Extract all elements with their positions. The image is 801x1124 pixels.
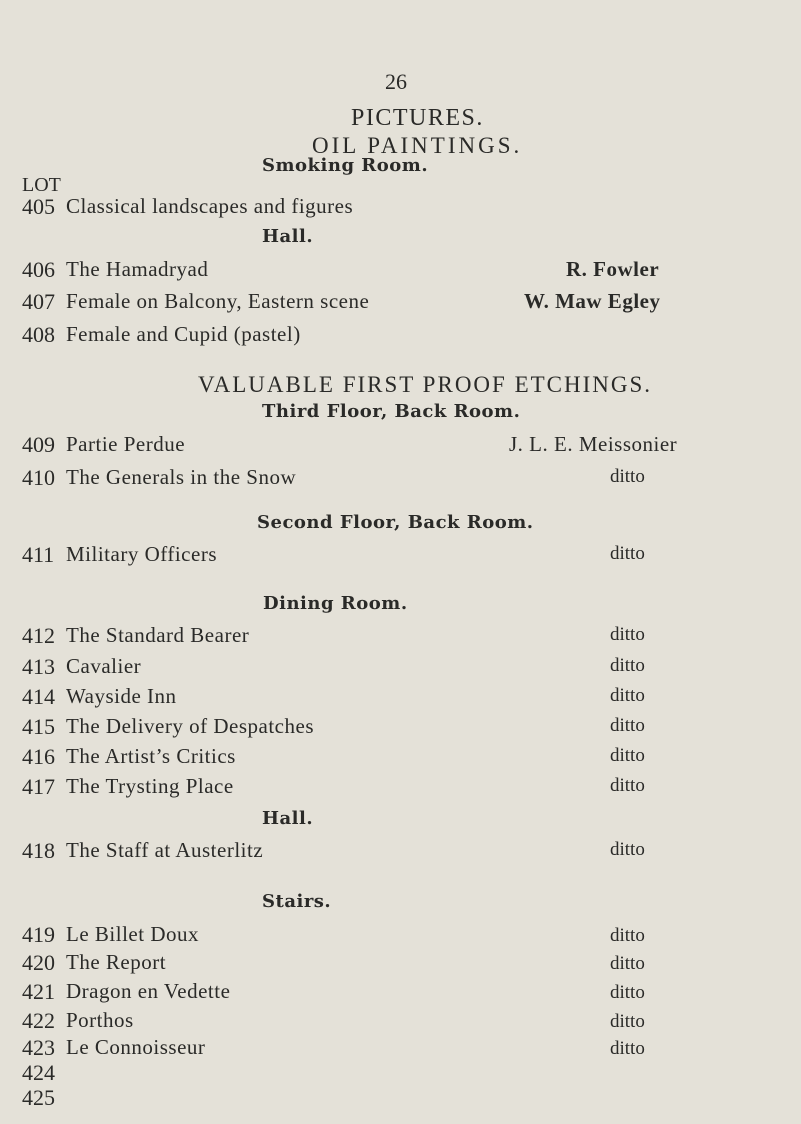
lot-title: The Delivery of Despatches	[66, 714, 314, 738]
lot-artist: ditto	[610, 715, 645, 736]
lot-number: 425	[22, 1085, 55, 1110]
lot-artist: ditto	[610, 1011, 645, 1032]
lot-title: The Hamadryad	[66, 257, 209, 281]
lot-number: 407	[22, 289, 55, 314]
lot-artist: ditto	[610, 624, 645, 645]
section-third-floor: Third Floor, Back Room.	[262, 401, 521, 422]
lot-number: 423	[22, 1035, 55, 1060]
lot-number: 413	[22, 654, 55, 679]
lot-title: The Staff at Austerlitz	[66, 838, 264, 862]
lot-number: 417	[22, 774, 55, 799]
lot-title: The Artist’s Critics	[66, 744, 236, 768]
lot-number: 416	[22, 744, 55, 769]
lot-title: Porthos	[66, 1008, 134, 1032]
lot-number: 415	[22, 714, 55, 739]
lot-number: 421	[22, 979, 55, 1004]
page-subheading: OIL PAINTINGS.	[312, 133, 523, 158]
lot-number: 419	[22, 922, 55, 947]
page-number: 26	[385, 69, 407, 94]
lot-number: 411	[22, 542, 55, 567]
lot-artist: ditto	[610, 685, 645, 706]
section-hall: Hall.	[262, 808, 314, 829]
lot-number: 406	[22, 257, 55, 282]
section-hall: Hall.	[262, 226, 314, 247]
section-stairs: Stairs.	[262, 891, 332, 912]
lot-title: Classical landscapes and figures	[66, 194, 354, 218]
lot-artist: ditto	[610, 775, 645, 796]
lot-number: 409	[22, 432, 55, 457]
lot-artist: ditto	[610, 925, 645, 946]
lot-number: 418	[22, 838, 55, 863]
lot-title: The Standard Bearer	[66, 623, 250, 647]
lot-title: Cavalier	[66, 654, 142, 678]
lot-number: 405	[22, 194, 55, 219]
lot-number: 414	[22, 684, 55, 709]
lot-artist: R. Fowler	[566, 257, 660, 281]
lot-number: 420	[22, 950, 55, 975]
lot-title: The Trysting Place	[66, 774, 234, 798]
lot-artist: ditto	[610, 1038, 645, 1059]
section-etchings: VALUABLE FIRST PROOF ETCHINGS.	[198, 372, 653, 397]
lot-artist: ditto	[610, 655, 645, 676]
lot-number: 410	[22, 465, 55, 490]
lot-artist: ditto	[610, 839, 645, 860]
lot-title: Wayside Inn	[66, 684, 177, 708]
section-dining-room: Dining Room.	[263, 593, 408, 614]
lot-number: 412	[22, 623, 55, 648]
lot-title: The Report	[66, 950, 167, 974]
lot-artist: ditto	[610, 543, 645, 564]
section-second-floor: Second Floor, Back Room.	[257, 512, 534, 533]
lot-number: 422	[22, 1008, 55, 1033]
lot-title: Le Connoisseur	[66, 1035, 206, 1059]
section-smoking-room: Smoking Room.	[262, 155, 429, 176]
lot-number: 424	[22, 1060, 55, 1085]
lot-title: Dragon en Vedette	[66, 979, 231, 1003]
lot-title: Le Billet Doux	[66, 922, 199, 946]
lot-column-header: LOT	[22, 174, 61, 196]
lot-number: 408	[22, 322, 55, 347]
lot-title: Military Officers	[66, 542, 217, 566]
lot-title: The Generals in the Snow	[66, 465, 297, 489]
lot-artist: ditto	[610, 953, 645, 974]
lot-artist: ditto	[610, 466, 645, 487]
page-heading: PICTURES.	[351, 105, 484, 131]
lot-artist: J. L. E. Meissonier	[509, 432, 678, 456]
lot-title: Partie Perdue	[66, 432, 186, 456]
lot-artist: ditto	[610, 982, 645, 1003]
lot-title: Female on Balcony, Eastern scene	[66, 289, 370, 313]
lot-artist: ditto	[610, 745, 645, 766]
lot-title: Female and Cupid (pastel)	[66, 322, 301, 346]
lot-artist: W. Maw Egley	[524, 289, 661, 313]
